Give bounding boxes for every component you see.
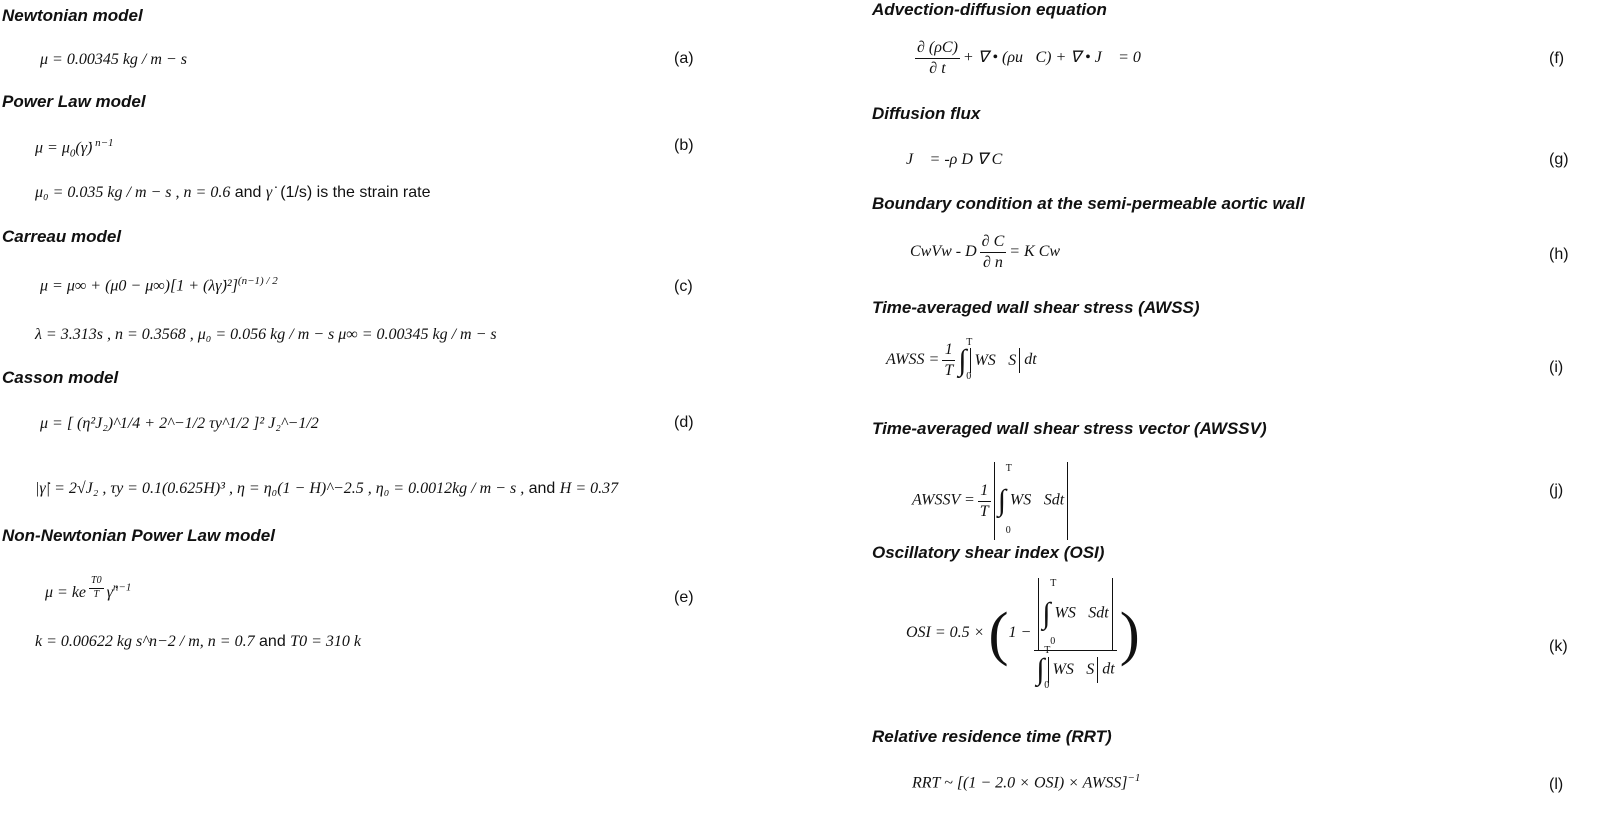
equation-label-j: (j)	[1549, 482, 1564, 499]
non-newtonian-heading: Non-Newtonian Power Law model	[2, 526, 275, 545]
equation-label-a: (a)	[674, 50, 694, 67]
equation-label-l: (l)	[1549, 776, 1564, 793]
equation-label-e: (e)	[674, 589, 694, 606]
non-newtonian-equation: μ = ke $^{\frac{T0}{T}}$ γ̇$^{n-1}$	[45, 575, 132, 601]
newtonian-heading: Newtonian model	[2, 6, 143, 25]
rrt-equation: RRT ~ [(1 − 2.0 × OSI) × AWSS]$^{-1}$	[912, 772, 1141, 792]
awss-equation: AWSS = $\frac{1}{T}$ ∫ T 0 WS⃗S dt	[886, 336, 1037, 382]
carreau-heading: Carreau model	[2, 227, 122, 246]
casson-equation: μ = [ (η²J₂)^1/4 + 2^−1/2 τy^1/2 ]² J₂^−1/2	[40, 415, 319, 432]
awssv-heading: Time-averaged wall shear stress vector (AWSSV)	[872, 419, 1267, 438]
boundary-heading: Boundary condition at the semi-permeable aortic wall	[872, 194, 1305, 213]
equation-label-c: (c)	[674, 278, 693, 295]
boundary-equation: CwVw - D $\frac{\partial C}{\partial n}$ = K Cw	[910, 233, 1061, 271]
carreau-equation: μ = μ∞ + (μ0 − μ∞)[1 + (λγ̇)²]$^{(n-1) / 2}$	[40, 275, 278, 295]
newtonian-equation: μ = 0.00345 kg / m − s	[40, 51, 187, 68]
osi-equation: OSI = 0.5 × (1 − ∫ T 0 WS⃗Sdt ∫ T 0 WS⃗S dt )	[906, 578, 1140, 691]
advection-heading: Advection-diffusion equation	[872, 0, 1107, 19]
awss-heading: Time-averaged wall shear stress (AWSS)	[872, 298, 1200, 317]
equation-label-h: (h)	[1549, 246, 1569, 263]
carreau-params: λ = 3.313s , n = 0.3568 , μ₀ = 0.056 kg / m − s μ∞ = 0.00345 kg / m − s	[35, 326, 497, 343]
awssv-equation: AWSSV = $\frac{1}{T}$ ∫ T 0 WS⃗Sdt	[912, 462, 1068, 540]
power-law-params: μ₀ = 0.035 kg / m − s , n = 0.6 and γ̇ (1/s) is the strain rate	[35, 184, 431, 201]
equation-label-i: (i)	[1549, 359, 1564, 376]
power-law-equation: $\mu = \mu_0(\gammȧ)$ $^{n-1}$	[35, 137, 114, 160]
equation-label-g: (g)	[1549, 151, 1569, 168]
diffusion-equation: J⃗ = -ρ D ∇ C	[906, 151, 1003, 168]
equation-label-k: (k)	[1549, 638, 1568, 655]
casson-heading: Casson model	[2, 368, 119, 387]
diffusion-heading: Diffusion flux	[872, 104, 981, 123]
equation-label-f: (f)	[1549, 50, 1565, 67]
equation-label-d: (d)	[674, 414, 694, 431]
integral-sign: ∫ T 0	[958, 336, 973, 382]
advection-equation: $\frac{\partial (\rho C)}{\partial t}$ + ∇ • (ρu⃗C) + ∇ • J⃗ = 0	[917, 39, 1141, 77]
osi-heading: Oscillatory shear index (OSI)	[872, 543, 1105, 562]
casson-params: |γ̇| = 2√J₂ , τy = 0.1(0.625H)³ , η = η₀(1 − H)^−2.5 , η₀ = 0.0012kg / m − s , and H = 0.37	[35, 480, 619, 497]
rrt-heading: Relative residence time (RRT)	[872, 727, 1112, 746]
integral-sign: ∫ T 0	[1042, 578, 1057, 647]
non-newtonian-params: k = 0.00622 kg s^n−2 / m, n = 0.7 and T0 = 310 k	[35, 633, 361, 650]
power-law-heading: Power Law model	[2, 92, 146, 111]
equation-label-b: (b)	[674, 137, 694, 154]
integral-sign: ∫ T 0	[1036, 645, 1051, 691]
integral-sign: ∫ T 0	[997, 463, 1012, 536]
